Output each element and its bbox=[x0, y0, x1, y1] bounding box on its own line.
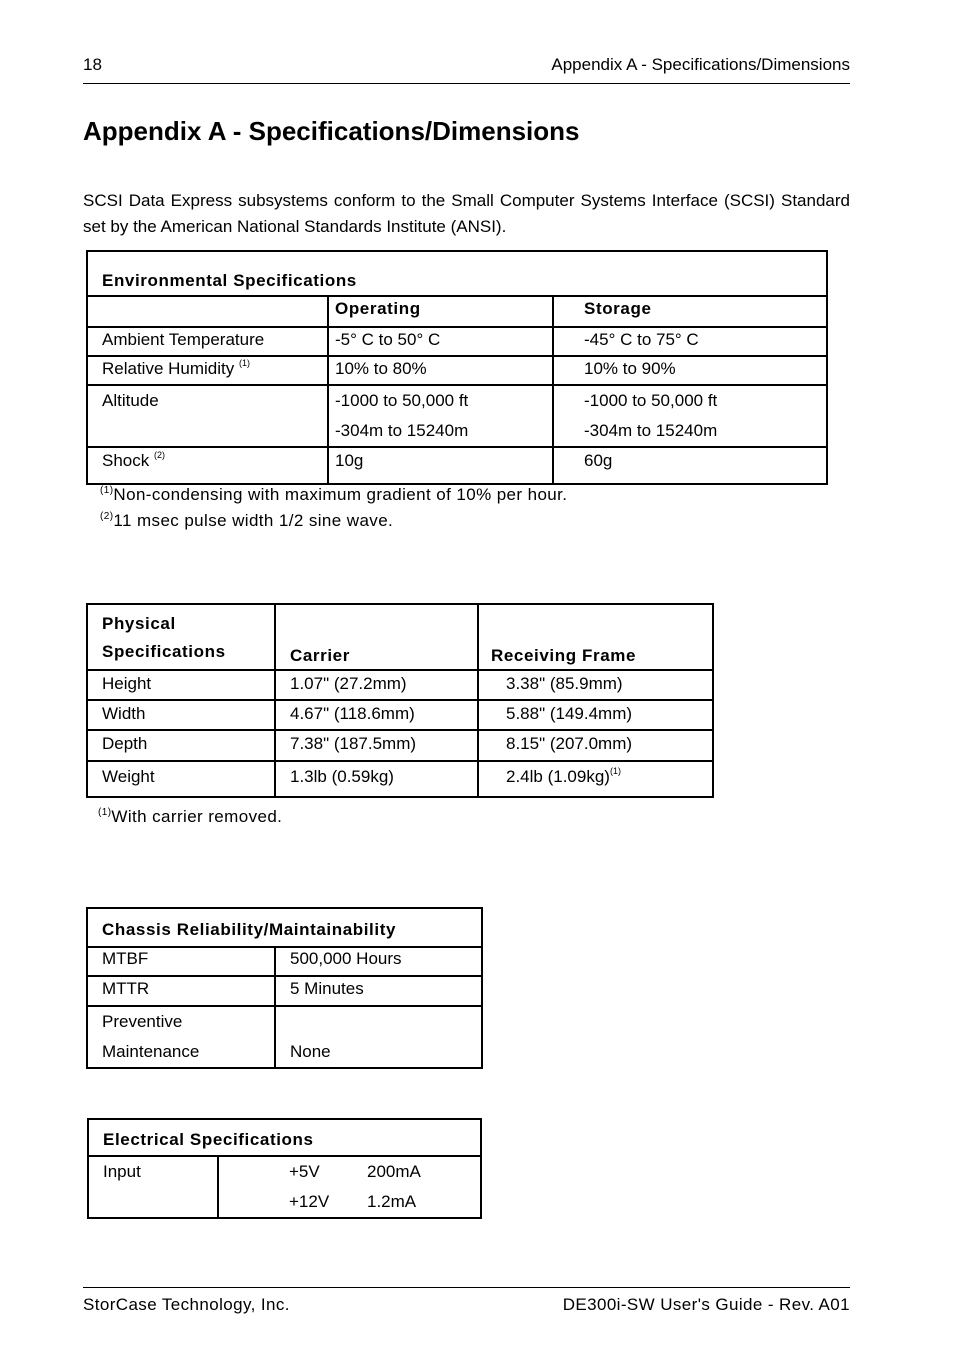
row-label: Shock bbox=[102, 451, 150, 470]
frame-value: 2.4lb (1.09kg) bbox=[506, 767, 610, 786]
footnote-1 bbox=[100, 485, 567, 505]
row-label: Height bbox=[87, 670, 275, 700]
row-label: Input bbox=[103, 1162, 141, 1181]
storage-value: 60g bbox=[553, 447, 827, 484]
current: 1.2mA bbox=[367, 1192, 417, 1211]
footnote-text: With carrier removed. bbox=[111, 807, 283, 826]
row-value: None bbox=[290, 1042, 331, 1061]
row-label: Altitude bbox=[102, 391, 159, 410]
page-number: 18 bbox=[83, 55, 102, 74]
physical-caption-line1: Physical bbox=[102, 614, 176, 633]
frame-value: 3.38" (85.9mm) bbox=[478, 670, 713, 700]
table-row bbox=[87, 730, 713, 761]
table-row bbox=[87, 356, 827, 385]
chassis-caption: Chassis Reliability/Maintainability bbox=[87, 908, 482, 947]
table-row bbox=[87, 976, 482, 1006]
footer-guide-title: DE300i-SW User's Guide - Rev. A01 bbox=[562, 1295, 850, 1314]
row-label: Ambient Temperature bbox=[102, 330, 265, 349]
row-label: MTBF bbox=[87, 947, 275, 976]
carrier-value: 7.38" (187.5mm) bbox=[275, 730, 478, 761]
row-label: Relative Humidity bbox=[102, 359, 235, 378]
footer-company: StorCase Technology, Inc. bbox=[83, 1295, 290, 1314]
storage-value-metric: -304m to 15240m bbox=[584, 421, 718, 440]
footer-rule bbox=[83, 1287, 850, 1288]
table-row bbox=[88, 1156, 481, 1218]
operating-value: -5° C to 50° C bbox=[328, 327, 553, 356]
footnote-2 bbox=[100, 511, 393, 531]
row-value: 500,000 Hours bbox=[275, 947, 482, 976]
voltage: +12V bbox=[289, 1192, 330, 1211]
power-line bbox=[289, 1187, 480, 1217]
operating-value: 10% to 80% bbox=[328, 356, 553, 385]
table-row bbox=[87, 327, 827, 356]
environmental-specs-table bbox=[86, 250, 828, 485]
table-row bbox=[87, 761, 713, 797]
table-row bbox=[87, 700, 713, 730]
voltage: +5V bbox=[289, 1162, 320, 1181]
col-operating: Operating bbox=[328, 296, 553, 327]
frame-value: 8.15" (207.0mm) bbox=[478, 730, 713, 761]
row-label: Weight bbox=[87, 761, 275, 797]
table-row bbox=[87, 670, 713, 700]
physical-caption-line2: Specifications bbox=[102, 642, 226, 661]
operating-value: -1000 to 50,000 ft bbox=[335, 391, 469, 410]
storage-value: -45° C to 75° C bbox=[553, 327, 827, 356]
carrier-value: 1.3lb (0.59kg) bbox=[275, 761, 478, 797]
carrier-value: 1.07" (27.2mm) bbox=[275, 670, 478, 700]
header-rule bbox=[83, 83, 850, 84]
table-row bbox=[87, 385, 827, 447]
footnote-text: 11 msec pulse width 1/2 sine wave. bbox=[113, 511, 394, 530]
row-label: MTTR bbox=[87, 976, 275, 1006]
operating-value-metric: -304m to 15240m bbox=[335, 421, 469, 440]
col-storage: Storage bbox=[553, 296, 827, 327]
physical-specs-table bbox=[86, 603, 714, 798]
col-receiving-frame: Receiving Frame bbox=[478, 604, 713, 670]
footnote-mark: (1) bbox=[100, 485, 114, 496]
footnote-mark: (2) bbox=[100, 511, 114, 522]
intro-paragraph: SCSI Data Express subsystems conform to the Small Computer Systems Interface (SCSI) Standard set by the American National Standards Institute (ANSI). bbox=[83, 191, 850, 236]
row-label: Depth bbox=[87, 730, 275, 761]
table-row bbox=[87, 947, 482, 976]
environmental-caption: Environmental Specifications bbox=[87, 251, 827, 296]
electrical-specs-table bbox=[87, 1118, 482, 1219]
page-title: Appendix A - Specifications/Dimensions bbox=[83, 116, 580, 146]
row-label-line1: Preventive bbox=[102, 1012, 183, 1031]
operating-value: 10g bbox=[328, 447, 553, 484]
power-line bbox=[289, 1157, 480, 1187]
electrical-caption: Electrical Specifications bbox=[88, 1119, 481, 1156]
footnote-mark: (1) bbox=[98, 807, 112, 818]
storage-value: 10% to 90% bbox=[553, 356, 827, 385]
running-header: Appendix A - Specifications/Dimensions bbox=[551, 55, 850, 74]
col-carrier: Carrier bbox=[275, 604, 478, 670]
footnote-text: Non-condensing with maximum gradient of 10% per hour. bbox=[113, 485, 568, 504]
table-row bbox=[87, 1006, 482, 1068]
current: 200mA bbox=[367, 1162, 421, 1181]
empty-header-cell bbox=[87, 296, 328, 327]
table-row bbox=[87, 447, 827, 484]
carrier-value: 4.67" (118.6mm) bbox=[275, 700, 478, 730]
storage-value: -1000 to 50,000 ft bbox=[584, 391, 718, 410]
row-value: 5 Minutes bbox=[275, 976, 482, 1006]
footnote-marker: (2) bbox=[153, 450, 165, 460]
footnote-marker: (1) bbox=[609, 766, 621, 776]
row-label: Width bbox=[87, 700, 275, 730]
footnote-marker: (1) bbox=[239, 358, 250, 368]
frame-value: 5.88" (149.4mm) bbox=[478, 700, 713, 730]
chassis-reliability-table bbox=[86, 907, 483, 1069]
row-label-line2: Maintenance bbox=[102, 1042, 200, 1061]
physical-footnote bbox=[98, 807, 282, 827]
